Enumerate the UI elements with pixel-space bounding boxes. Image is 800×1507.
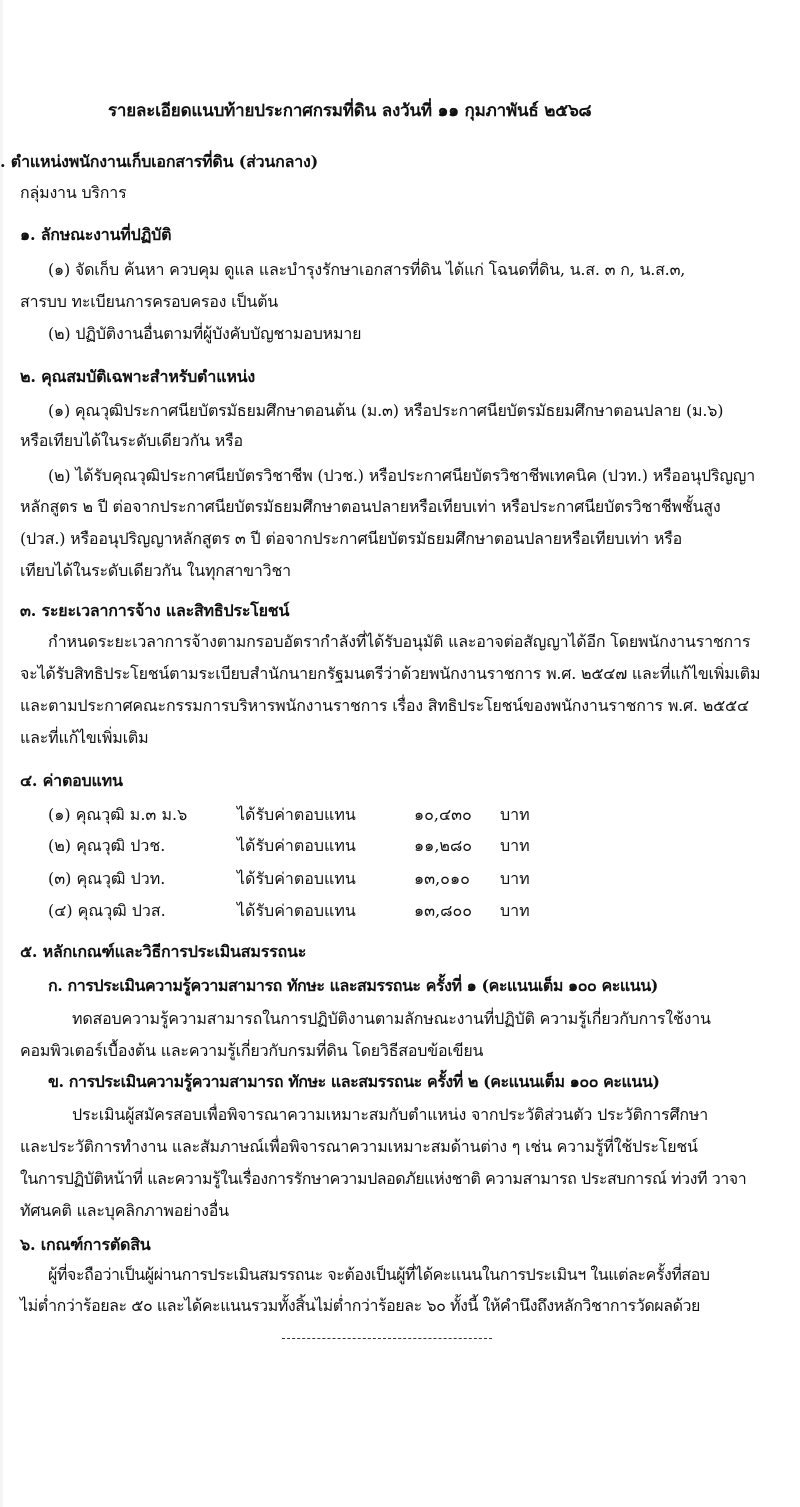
compensation-label: ได้รับค่าตอบแทน — [237, 836, 356, 855]
section-2-line: (๑) คุณวุฒิประกาศนียบัตรมัธยมศึกษาตอนต้น (ม.๓) หรือประกาศนียบัตรมัธยมศึกษาตอนปลาย (ม.๖) — [48, 401, 724, 420]
qualification: (๔) คุณวุฒิ ปวส. — [48, 901, 166, 920]
section-1-line: (๒) ปฏิบัติงานอื่นตามที่ผู้บังคับบัญชามอบหมาย — [48, 324, 362, 343]
scan-edge — [0, 0, 3, 1507]
qualification: (๒) คุณวุฒิ ปวช. — [48, 836, 166, 855]
section-2-line: (๒) ได้รับคุณวุฒิประกาศนียบัตรวิชาชีพ (ปวช.) หรือประกาศนียบัตรวิชาชีพเทคนิค (ปวท.) หรืออนุปริญญา — [48, 466, 755, 485]
section-3-line: และตามประกาศคณะกรรมการบริหารพนักงานราชการ เรื่อง สิทธิประโยชน์ของพนักงานราชการ พ.ศ. ๒๕๕๔ — [20, 696, 749, 715]
section-5b-line: และประวัติการทำงาน และสัมภาษณ์เพื่อพิจารณาความเหมาะสมด้านต่าง ๆ เช่น ความรู้ที่ใช้ประโยชน์ — [20, 1137, 698, 1156]
position-group: กลุ่มงาน บริการ — [20, 183, 127, 202]
section-1-line: สารบบ ทะเบียนการครอบครอง เป็นต้น — [20, 292, 279, 311]
section-5b-line: ทัศนคติ และบุคลิกภาพอย่างอื่น — [20, 1201, 229, 1220]
compensation-amount: ๑๓,๐๑๐ — [414, 869, 470, 888]
section-3-line: จะได้รับสิทธิประโยชน์ตามระเบียบสำนักนายกรัฐมนตรีว่าด้วยพนักงานราชการ พ.ศ. ๒๕๔๗ และที่แก้ไขเพิ่มเติม — [20, 664, 761, 683]
section-1-heading: ๑. ลักษณะงานที่ปฏิบัติ — [20, 225, 172, 244]
compensation-label: ได้รับค่าตอบแทน — [237, 869, 356, 888]
section-5b-line: ประเมินผู้สมัครสอบเพื่อพิจารณาความเหมาะสมกับตำแหน่ง จากประวัติส่วนตัว ประวัติการศึกษา — [72, 1105, 709, 1124]
section-2-line: หรือเทียบได้ในระดับเดียวกัน หรือ — [20, 431, 243, 450]
section-5b-heading: ข. การประเมินความรู้ความสามารถ ทักษะ และสมรรถนะ ครั้งที่ ๒ (คะแนนเต็ม ๑๐๐ คะแนน) — [48, 1072, 660, 1091]
section-3-line: กำหนดระยะเวลาการจ้างตามกรอบอัตรากำลังที่ได้รับอนุมัติ และอาจต่อสัญญาได้อีก โดยพนักงานราชการ — [48, 632, 751, 651]
compensation-amount: ๑๓,๘๐๐ — [414, 901, 473, 920]
section-6-heading: ๖. เกณฑ์การตัดสิน — [20, 1235, 151, 1254]
compensation-amount: ๑๑,๒๘๐ — [414, 836, 473, 855]
currency-unit: บาท — [500, 901, 530, 920]
section-3-line: และที่แก้ไขเพิ่มเติม — [20, 728, 149, 747]
compensation-amount: ๑๐,๔๓๐ — [414, 805, 472, 824]
compensation-label: ได้รับค่าตอบแทน — [237, 901, 356, 920]
currency-unit: บาท — [500, 869, 530, 888]
section-6-line: ไม่ต่ำกว่าร้อยละ ๕๐ และได้คะแนนรวมทั้งสิ้นไม่ต่ำกว่าร้อยละ ๖๐ ทั้งนี้ ให้คำนึงถึงหลักวิชาการวัดผลด้วย — [20, 1296, 700, 1315]
position-name: . ตำแหน่งพนักงานเก็บเอกสารที่ดิน (ส่วนกลาง) — [0, 152, 319, 171]
section-5a-line: คอมพิวเตอร์เบื้องต้น และความรู้เกี่ยวกับกรมที่ดิน โดยวิธีสอบข้อเขียน — [20, 1041, 484, 1060]
compensation-label: ได้รับค่าตอบแทน — [237, 805, 356, 824]
section-1-line: (๑) จัดเก็บ ค้นหา ควบคุม ดูแล และบำรุงรักษาเอกสารที่ดิน ได้แก่ โฉนดที่ดิน, น.ส. ๓ ก, น.ส.๓, — [48, 260, 686, 279]
document-title: รายละเอียดแนบท้ายประกาศกรมที่ดิน ลงวันที่ ๑๑ กุมภาพันธ์ ๒๕๖๘ — [108, 101, 592, 121]
section-6-line: ผู้ที่จะถือว่าเป็นผู้ผ่านการประเมินสมรรถนะ จะต้องเป็นผู้ที่ได้คะแนนในการประเมินฯ ในแต่ละครั้งที่สอบ — [48, 1265, 710, 1284]
section-4-heading: ๔. ค่าตอบแทน — [20, 771, 123, 790]
section-5a-line: ทดสอบความรู้ความสามารถในการปฏิบัติงานตามลักษณะงานที่ปฏิบัติ ความรู้เกี่ยวกับการใช้งาน — [72, 1009, 711, 1028]
section-2-heading: ๒. คุณสมบัติเฉพาะสำหรับตำแหน่ง — [20, 367, 256, 386]
section-2-line: เทียบได้ในระดับเดียวกัน ในทุกสาขาวิชา — [20, 561, 291, 580]
section-2-line: (ปวส.) หรืออนุปริญญาหลักสูตร ๓ ปี ต่อจากประกาศนียบัตรมัธยมศึกษาตอนปลายหรือเทียบเท่า หรือ — [20, 529, 683, 548]
qualification: (๑) คุณวุฒิ ม.๓ ม.๖ — [48, 805, 188, 824]
section-3-heading: ๓. ระยะเวลาการจ้าง และสิทธิประโยชน์ — [20, 601, 290, 620]
section-2-line: หลักสูตร ๒ ปี ต่อจากประกาศนียบัตรมัธยมศึกษาตอนปลายหรือเทียบเท่า หรือประกาศนียบัตรวิชาชีพชั้นสูง — [20, 497, 721, 516]
section-5a-heading: ก. การประเมินความรู้ความสามารถ ทักษะ และสมรรถนะ ครั้งที่ ๑ (คะแนนเต็ม ๑๐๐ คะแนน) — [48, 976, 658, 995]
qualification: (๓) คุณวุฒิ ปวท. — [48, 869, 166, 888]
section-5-heading: ๕. หลักเกณฑ์และวิธีการประเมินสมรรถนะ — [20, 942, 307, 961]
section-5b-line: ในการปฏิบัติหน้าที่ และความรู้ในเรื่องการรักษาความปลอดภัยแห่งชาติ ความสามารถ ประสบการณ์ ท่วงที วาจา — [20, 1169, 747, 1188]
currency-unit: บาท — [500, 805, 530, 824]
currency-unit: บาท — [500, 836, 530, 855]
end-divider — [282, 1338, 492, 1339]
